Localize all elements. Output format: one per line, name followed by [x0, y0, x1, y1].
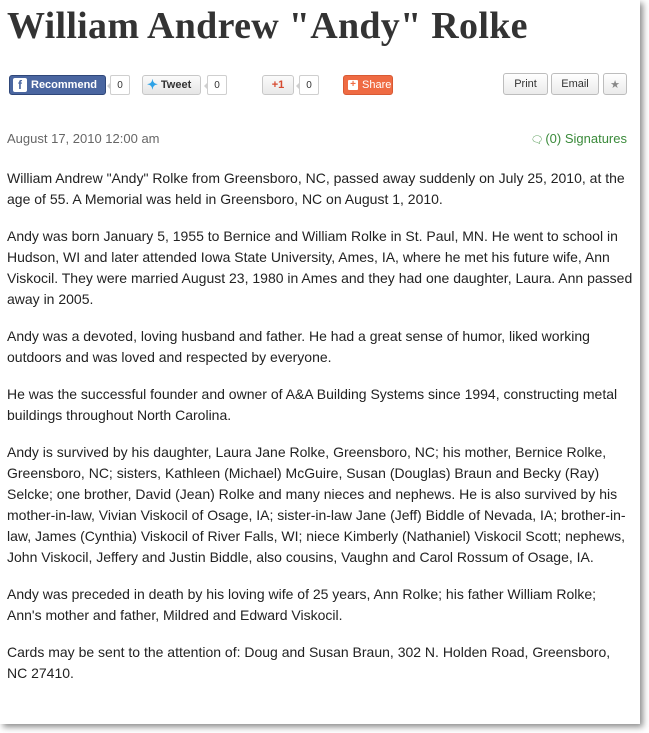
publish-date: August 17, 2010 12:00 am [7, 131, 160, 146]
email-button[interactable] [551, 73, 599, 95]
share-toolbar [9, 73, 629, 97]
print-label: Print [514, 78, 537, 90]
speech-bubble-icon: 🗨 [530, 135, 544, 146]
facebook-recommend-button[interactable] [9, 75, 106, 95]
signatures-label: (0) Signatures [545, 131, 627, 146]
twitter-bird-icon: ✦ [147, 77, 158, 92]
facebook-count: 0 [110, 75, 130, 95]
gplus-count: 0 [299, 75, 319, 95]
article-paragraph: Andy was preceded in death by his loving wife of 25 years, Ann Rolke; his father William Rolke; Ann's mother and father, Mildred and Edward Viskocil. [7, 586, 597, 623]
gplus-button[interactable] [262, 75, 294, 95]
tweet-count: 0 [207, 75, 227, 95]
favorite-button[interactable] [603, 73, 627, 95]
email-label: Email [561, 78, 589, 90]
tweet-button[interactable] [142, 75, 201, 95]
article-paragraph: Cards may be sent to the attention of: Doug and Susan Braun, 302 N. Holden Road, Greensboro, NC 27410. [7, 644, 611, 681]
share-plus-icon: + [348, 80, 358, 90]
article-body [7, 168, 633, 700]
facebook-icon: f [13, 78, 27, 92]
print-button[interactable] [503, 73, 548, 95]
share-button[interactable] [343, 75, 393, 95]
facebook-recommend-label: Recommend [31, 79, 98, 91]
gplus-label: +1 [271, 79, 285, 91]
article-paragraph: William Andrew "Andy" Rolke from Greensboro, NC, passed away suddenly on July 25, 2010, at the age of 55. A Memorial was held in Greensboro, NC on August 1, 2010. [7, 170, 625, 207]
signatures-link[interactable] [531, 131, 627, 146]
tweet-label: Tweet [160, 79, 192, 91]
article-paragraph: He was the successful founder and owner of A&A Building Systems since 1994, constructing metal buildings throughout North Carolina. [7, 386, 618, 423]
article-paragraph: Andy is survived by his daughter, Laura Jane Rolke, Greensboro, NC; his mother, Bernice Rolke, Greensboro, NC; sisters, Kathleen (Michael) McGuire, Susan (Douglas) Braun and Becky (Ray) Selcke; one brother, David (Jean) Rolke and many nieces and nephews. He is also survived by his mother-in-law, Vivian Viskocil of Osage, IA; sister-in-law Jane (Jeff) Biddle of Nevada, IA; brother-in-law, James (Cynthia) Viskocil of River Falls, WI; niece Kimberly (Nathaniel) Viskocil Scott; nephews, John Viskocil, Jeffery and Justin Biddle, also cousins, Vaughn and Carol Rossum of Osage, IA. [7, 444, 626, 565]
star-icon: ★ [610, 78, 620, 91]
page-title: William Andrew "Andy" Rolke [7, 5, 528, 47]
article-paragraph: Andy was born January 5, 1955 to Bernice and William Rolke in St. Paul, MN. He went to school in Hudson, WI and later attended Iowa State University, Ames, IA, where he met his future wife, Ann Viskocil. They were married August 23, 1980 in Ames and they had one daughter, Laura. Ann passed away in 2005. [7, 228, 633, 307]
article-paragraph: Andy was a devoted, loving husband and father. He had a great sense of humor, liked working outdoors and was loved and respected by everyone. [7, 328, 590, 365]
share-label: Share [362, 79, 392, 91]
